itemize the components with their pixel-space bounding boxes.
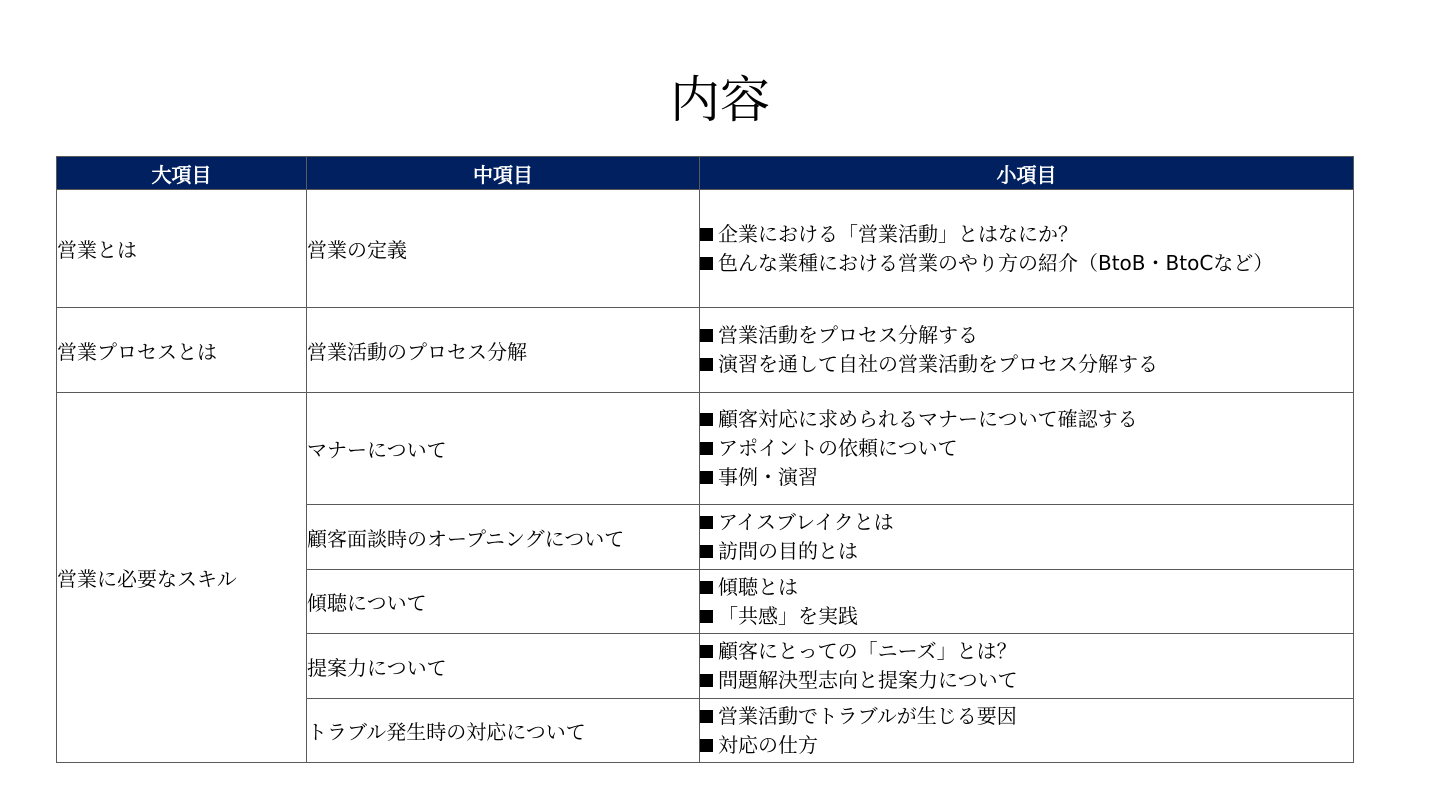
item-text: アイスブレイクとは	[718, 510, 894, 534]
mid-cell	[307, 634, 700, 699]
minor-cell	[700, 190, 1354, 308]
square-bullet-icon	[700, 471, 713, 484]
minor-cell	[700, 505, 1354, 570]
mid-label: 傾聴について	[307, 591, 427, 615]
square-bullet-icon	[700, 739, 713, 752]
list-item	[700, 666, 1353, 695]
list-item	[700, 637, 1353, 666]
item-text: 傾聴とは	[718, 574, 798, 599]
square-bullet-icon	[700, 329, 713, 342]
mid-label: トラブル発生時の対応について	[307, 720, 586, 744]
major-label: 営業に必要なスキル	[57, 567, 237, 591]
page-title: 内容	[670, 71, 770, 129]
mid-label: マナーについて	[307, 438, 447, 462]
item-text: 対応の仕方	[718, 732, 818, 757]
item-text: 顧客にとっての「ニーズ」とは？	[718, 639, 1017, 663]
major-cell	[57, 190, 307, 308]
mid-cell	[307, 308, 700, 393]
square-bullet-icon	[700, 610, 713, 623]
minor-cell	[700, 570, 1354, 634]
square-bullet-icon	[700, 257, 713, 270]
list-item	[700, 463, 1353, 492]
list-item	[700, 249, 1353, 278]
item-text: 事例・演習	[718, 465, 818, 489]
square-bullet-icon	[700, 358, 713, 371]
major-label: 営業プロセスとは	[57, 339, 217, 364]
square-bullet-icon	[700, 581, 713, 594]
mid-cell	[307, 393, 700, 505]
list-item	[700, 508, 1353, 537]
list-item	[700, 405, 1353, 434]
item-text: 営業活動をプロセス分解する	[718, 323, 978, 347]
square-bullet-icon	[700, 228, 713, 241]
list-item	[700, 220, 1353, 249]
mid-label: 営業活動のプロセス分解	[307, 339, 527, 364]
list-item	[700, 702, 1353, 731]
mid-cell	[307, 570, 700, 634]
header-row	[57, 157, 1354, 190]
header-minor: 小項目	[700, 157, 1354, 190]
item-text: アポイントの依頼について	[718, 436, 958, 460]
square-bullet-icon	[700, 516, 713, 529]
square-bullet-icon	[700, 442, 713, 455]
list-item	[700, 731, 1353, 760]
table-row	[57, 308, 1354, 393]
item-text: 営業活動でトラブルが生じる要因	[718, 703, 1017, 728]
mid-label: 顧客面談時のオープニングについて	[307, 526, 625, 551]
minor-cell	[700, 308, 1354, 393]
square-bullet-icon	[700, 413, 713, 426]
item-text: 訪問の目的とは	[718, 539, 858, 563]
major-label: 営業とは	[57, 238, 137, 262]
minor-cell	[700, 393, 1354, 505]
table-row	[57, 393, 1354, 505]
list-item	[700, 321, 1353, 350]
item-text: 顧客対応に求められるマナーについて確認する	[718, 407, 1138, 431]
item-text: 色んな業種における営業のやり方の紹介（BtoB・BtoCなど）	[718, 250, 1274, 275]
mid-cell	[307, 699, 700, 763]
major-cell	[57, 393, 307, 763]
item-text: 企業における「営業活動」とはなにか？	[718, 221, 1078, 246]
mid-cell	[307, 190, 700, 308]
minor-cell	[700, 634, 1354, 699]
header-major: 大項目	[57, 157, 307, 190]
list-item	[700, 350, 1353, 379]
table-row	[57, 190, 1354, 308]
mid-cell	[307, 505, 700, 570]
list-item	[700, 537, 1353, 566]
square-bullet-icon	[700, 674, 713, 687]
mid-label: 提案力について	[307, 655, 447, 680]
list-item	[700, 602, 1353, 631]
list-item	[700, 434, 1353, 463]
square-bullet-icon	[700, 545, 713, 558]
header-mid: 中項目	[307, 157, 700, 190]
minor-cell	[700, 699, 1354, 763]
list-item	[700, 573, 1353, 602]
square-bullet-icon	[700, 710, 713, 723]
square-bullet-icon	[700, 645, 713, 658]
mid-label: 営業の定義	[307, 238, 407, 262]
item-text: 演習を通して自社の営業活動をプロセス分解する	[718, 352, 1158, 376]
item-text: 「共感」を実践	[718, 603, 858, 628]
outline-table	[56, 156, 1354, 763]
item-text: 問題解決型志向と提案力について	[718, 668, 1018, 692]
major-cell	[57, 308, 307, 393]
